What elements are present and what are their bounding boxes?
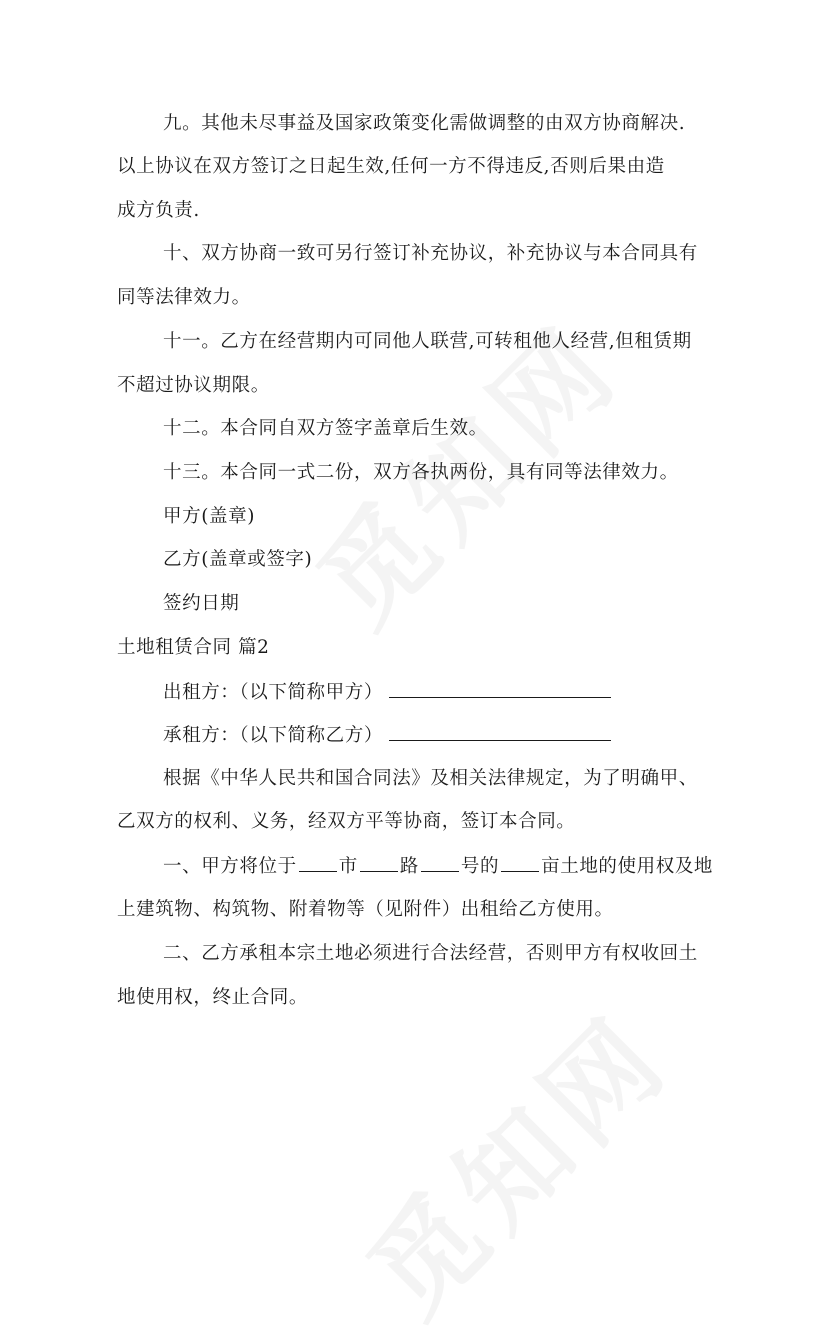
- party-a-seal: 甲方(盖章): [163, 506, 256, 527]
- lessor-blank: [389, 680, 611, 698]
- clause-9-line-1: 九。其他未尽事益及国家政策变化需做调整的由双方协商解决.: [163, 113, 686, 134]
- article-2-line-2: 地使用权，终止合同。: [117, 987, 309, 1008]
- clause-11-line-1: 十一。乙方在经营期内可同他人联营,可转租他人经营,但租赁期: [163, 331, 692, 352]
- watermark: [328, 974, 699, 1344]
- article-1-text: 一、甲方将位于: [163, 856, 297, 877]
- clause-10-line-2: 同等法律效力。: [117, 287, 251, 308]
- clause-9-line-2: 以上协议在双方签订之日起生效,任何一方不得违反,否则后果由造: [117, 156, 665, 177]
- article-2-line-1: 二、乙方承租本宗土地必须进行合法经营，否则甲方有权收回土: [163, 943, 698, 964]
- clause-10-line-1: 十、双方协商一致可另行签订补充协议，补充协议与本合同具有: [163, 243, 698, 264]
- number-label: 号的: [460, 856, 500, 877]
- lessee-blank: [389, 723, 611, 741]
- clause-11-line-2: 不超过协议期限。: [117, 375, 270, 396]
- lessor-line: [163, 680, 611, 705]
- area-label: 亩土地的使用权及地: [541, 856, 714, 877]
- road-label: 路: [399, 856, 419, 877]
- party-b-seal: 乙方(盖章或签字): [163, 549, 313, 570]
- lessee-label: 承租方：（以下简称乙方）: [163, 725, 383, 746]
- preamble-line-2: 乙双方的权利、义务，经双方平等协商，签订本合同。: [117, 811, 576, 832]
- article-1-line-2: 上建筑物、构筑物、附着物等（见附件）出租给乙方使用。: [117, 899, 614, 920]
- area-blank: [501, 854, 539, 872]
- preamble-line-1: 根据《中华人民共和国合同法》及相关法律规定，为了明确甲、: [163, 768, 698, 789]
- clause-9-line-3: 成方负责.: [117, 200, 200, 221]
- signing-date: 签约日期: [163, 593, 240, 614]
- number-blank: [421, 854, 459, 872]
- city-blank: [299, 854, 337, 872]
- lessor-label: 出租方：（以下简称甲方）: [163, 682, 383, 703]
- section-title: 土地租赁合同 篇2: [117, 637, 270, 658]
- clause-12: 十二。本合同自双方签字盖章后生效。: [163, 418, 488, 439]
- clause-13: 十三。本合同一式二份，双方各执两份，具有同等法律效力。: [163, 462, 679, 483]
- article-1-line-1: [163, 854, 713, 879]
- road-blank: [360, 854, 398, 872]
- lessee-line: [163, 723, 611, 748]
- city-label: 市: [338, 856, 358, 877]
